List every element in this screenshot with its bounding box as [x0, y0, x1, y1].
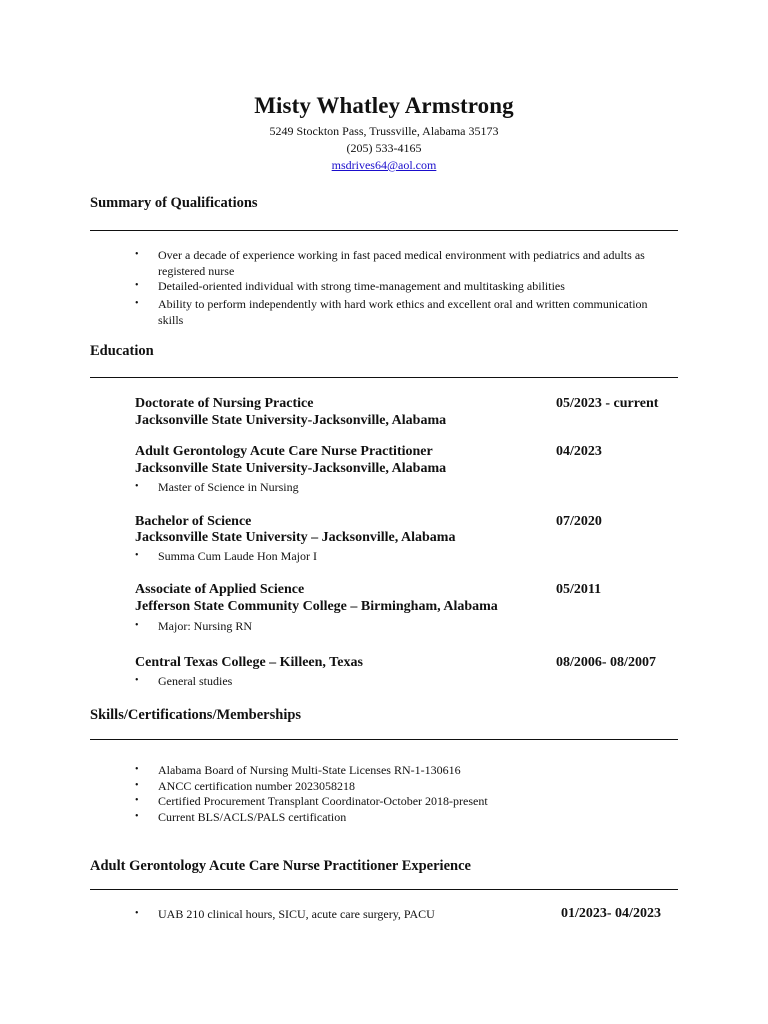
degree-date: 07/2020 [556, 514, 602, 529]
email-line [0, 158, 768, 173]
summary-rule [90, 230, 678, 231]
bullet-icon: • [135, 908, 139, 919]
bullet-icon: • [135, 550, 139, 561]
school-name: Jacksonville State University – Jacksonville, Alabama [135, 530, 456, 545]
education-note [135, 618, 675, 634]
bullet-text: UAB 210 clinical hours, SICU, acute care surgery, PACU [158, 907, 435, 921]
education-heading: Education [90, 343, 154, 359]
degree-date: 05/2011 [556, 582, 602, 597]
education-note [135, 548, 675, 564]
skills-heading: Skills/Certifications/Memberships [90, 707, 302, 723]
note-text: Summa Cum Laude Hon Major I [158, 549, 317, 563]
bullet-text: Detailed-oriented individual with strong time-management and multitasking abilities [158, 279, 565, 293]
note-text: Master of Science in Nursing [158, 480, 299, 494]
address: 5249 Stockton Pass, Trussville, Alabama 35173 [269, 124, 499, 138]
skills-bullet [135, 809, 675, 825]
bullet-text: Certified Procurement Transplant Coordinator-October 2018-present [158, 794, 488, 808]
degree-date: 04/2023 [556, 444, 602, 459]
skills-bullet [135, 793, 675, 809]
bullet-icon: • [135, 675, 139, 686]
school-name: Jacksonville State University-Jacksonville, Alabama [135, 413, 447, 428]
education-note [135, 673, 675, 689]
bullet-icon: • [135, 795, 139, 806]
bullet-icon: • [135, 811, 139, 822]
experience-rule [90, 889, 678, 890]
summary-bullet [135, 278, 675, 294]
education-rule [90, 377, 678, 378]
email-link[interactable]: msdrives64@aol.com [331, 158, 437, 172]
note-text: General studies [158, 674, 233, 688]
bullet-text: Ability to perform independently with hard work ethics and excellent oral and written communication skills [158, 297, 648, 327]
bullet-icon: • [135, 780, 139, 791]
skills-bullet [135, 762, 675, 778]
skills-bullet [135, 778, 675, 794]
school-name: Jacksonville State University-Jacksonville, Alabama [135, 461, 447, 476]
summary-bullet [135, 296, 675, 328]
bullet-text: Alabama Board of Nursing Multi-State Licenses RN-1-130616 [158, 763, 461, 777]
summary-bullet [135, 247, 675, 279]
degree-title: Adult Gerontology Acute Care Nurse Practitioner [135, 444, 433, 459]
bullet-text: Over a decade of experience working in fast paced medical environment with pediatrics and adults as registered nurse [158, 248, 645, 278]
bullet-text: Current BLS/ACLS/PALS certification [158, 810, 347, 824]
degree-title: Associate of Applied Science [135, 582, 305, 597]
bullet-icon: • [135, 249, 139, 260]
degree-title: Doctorate of Nursing Practice [135, 396, 314, 411]
skills-rule [90, 739, 678, 740]
degree-title: Central Texas College – Killeen, Texas [135, 655, 363, 670]
applicant-name: Misty Whatley Armstrong [254, 93, 514, 118]
bullet-icon: • [135, 764, 139, 775]
bullet-icon: • [135, 298, 139, 309]
bullet-icon: • [135, 280, 139, 291]
experience-bullet [135, 906, 535, 922]
summary-heading: Summary of Qualifications [90, 195, 258, 211]
bullet-text: ANCC certification number 2023058218 [158, 779, 355, 793]
education-note [135, 479, 675, 495]
degree-date: 05/2023 - current [556, 396, 659, 411]
school-name: Jefferson State Community College – Birmingham, Alabama [135, 599, 498, 614]
bullet-icon: • [135, 620, 139, 631]
experience-heading: Adult Gerontology Acute Care Nurse Practitioner Experience [90, 858, 471, 874]
phone: (205) 533-4165 [346, 141, 422, 155]
degree-date: 08/2006- 08/2007 [556, 655, 656, 670]
degree-title: Bachelor of Science [135, 514, 252, 529]
note-text: Major: Nursing RN [158, 619, 252, 633]
bullet-icon: • [135, 481, 139, 492]
experience-date: 01/2023- 04/2023 [561, 906, 661, 921]
